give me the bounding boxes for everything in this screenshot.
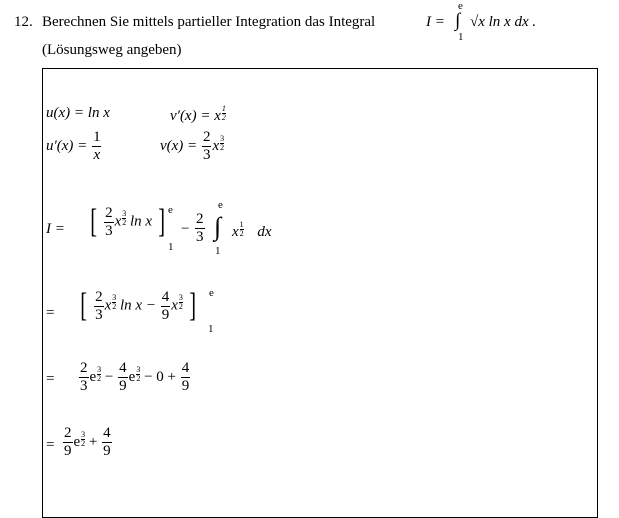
step1-exp-num: 3 [122,209,127,219]
task-integrand: √x ln x dx . [470,14,537,30]
step1-integral-sign: ∫ [214,212,222,241]
step3-a-exp-num: 3 [97,364,102,374]
step4-b-frac [102,426,112,459]
step2-b-frac [161,290,171,323]
step1-int-var: x [232,224,239,240]
step3-a-base: e [89,368,97,385]
step3-c-frac [181,361,191,394]
task-text: Berechnen Sie mittels partieller Integration das Integral [42,14,376,30]
step2-a-frac [94,290,104,323]
step2-upper: e [209,287,214,299]
step4-a-num: 2 [64,425,72,441]
step2-b-num: 4 [161,288,170,305]
step3-b-den: 9 [119,378,127,394]
step4-exponent [81,431,85,448]
step1-b-frac [195,212,205,245]
integral-sign: ∫ [455,10,461,31]
v-prime-exponent [222,105,226,122]
step3-b-exp-den: 2 [136,373,141,383]
step3-b-exponent [136,366,140,383]
u-prime-fraction [92,130,102,163]
step1-int-lower: 1 [215,245,221,257]
v-num: 2 [202,129,211,145]
step1-expression [88,205,167,255]
step1-b-den: 3 [196,229,204,245]
step3-c-num: 4 [181,360,190,376]
step1-left-bracket: [ [90,203,98,240]
step1-bracket-upper: e [168,204,173,216]
v-prime-definition [170,105,226,125]
v-prime-lhs: v′(x) = x [170,108,221,124]
step2-b-den: 9 [161,306,170,323]
u-prime-definition [46,130,103,163]
v-var: x [212,137,220,154]
step3-a-exponent [97,366,101,383]
v-exponent [220,135,224,152]
step4-expression [62,426,113,459]
step2-eq: = [46,305,55,321]
step1-b-frac-wrap [194,212,206,245]
step4-a-den: 9 [64,443,72,459]
u-definition: u(x) = ln x [46,105,110,121]
step2-a-den: 3 [95,306,103,323]
step1-integrand [232,221,272,241]
step3-b-num: 4 [119,360,127,376]
step1-b-num: 2 [196,211,204,227]
v-prime-exp-den: 2 [221,113,226,122]
step1-exp-den: 2 [122,218,127,228]
step4-base: e [73,433,81,450]
step1-int-upper: e [218,199,223,211]
step4-a-frac [63,426,73,459]
step3-a-exp-den: 2 [97,373,102,383]
step2-right-bracket: ] [188,287,196,324]
step2-a-num: 2 [95,288,103,305]
step3-a-den: 3 [80,378,88,394]
step3-a-num: 2 [80,360,88,376]
step4-exp-den: 2 [81,438,86,448]
step2-expression [78,289,198,339]
task-note: (Lösungsweg angeben) [42,42,182,58]
step4-plus: + [88,433,98,450]
v-definition [160,130,224,163]
task-integral-lhs: I = [426,14,445,30]
u-prime-lhs: u′(x) = [46,137,88,154]
step1-term: x [114,213,122,230]
task-integral-upper: e [458,0,463,12]
step1-exponent [122,210,126,227]
v-den: 3 [202,147,211,163]
v-exp-num: 3 [220,133,225,143]
step1-frac-num: 2 [105,204,113,221]
task-integral [455,0,467,44]
step4-exp-num: 3 [81,429,86,439]
step3-minus: − [104,368,114,385]
v-fraction [202,130,212,163]
step2-lower: 1 [208,323,214,335]
step1-lhs: I = [46,221,65,237]
step2-left-bracket: [ [80,287,88,324]
step1-right-bracket: ] [158,203,165,240]
step1-dx: dx [257,224,272,240]
step2-a-exp-den: 2 [112,302,117,312]
step3-expression [78,361,191,394]
step1-int-exponent [240,221,244,238]
task-number: 12. [14,14,33,30]
step1-ln: ln x [130,213,153,230]
v-lhs: v(x) = [160,137,198,154]
step1-bracket-lower: 1 [168,241,174,253]
step3-c-den: 9 [181,378,190,394]
step2-x-2: x [171,297,178,314]
step2-a-exponent [112,294,116,311]
step2-a-exp-num: 3 [112,293,117,303]
step4-b-den: 9 [103,443,111,459]
step1-frac-den: 3 [105,222,113,239]
step2-ln: ln x − [120,297,156,314]
step2-x: x [104,297,112,314]
step1-minus: − [181,221,190,237]
step2-b-exp-num: 3 [178,293,183,303]
step3-a-frac [79,361,89,394]
step3-tail: − 0 + [144,368,176,385]
step1-int-exp-den: 2 [239,229,244,238]
step4-eq: = [46,437,55,453]
step2-b-exp-den: 2 [178,302,183,312]
step3-b-frac [118,361,128,394]
step4-b-num: 4 [103,425,111,441]
v-exp-den: 2 [220,142,225,152]
u-prime-den: x [93,147,101,163]
step1-frac [104,206,114,239]
step3-b-base: e [128,368,136,385]
step1-int-exp-num: 1 [239,220,244,229]
step2-b-exponent [179,294,183,311]
v-prime-exp-num: 1 [221,104,226,113]
u-prime-num: 1 [93,129,101,145]
step3-b-exp-num: 3 [136,364,141,374]
task-integral-lower: 1 [458,31,464,43]
step3-eq: = [46,371,55,387]
